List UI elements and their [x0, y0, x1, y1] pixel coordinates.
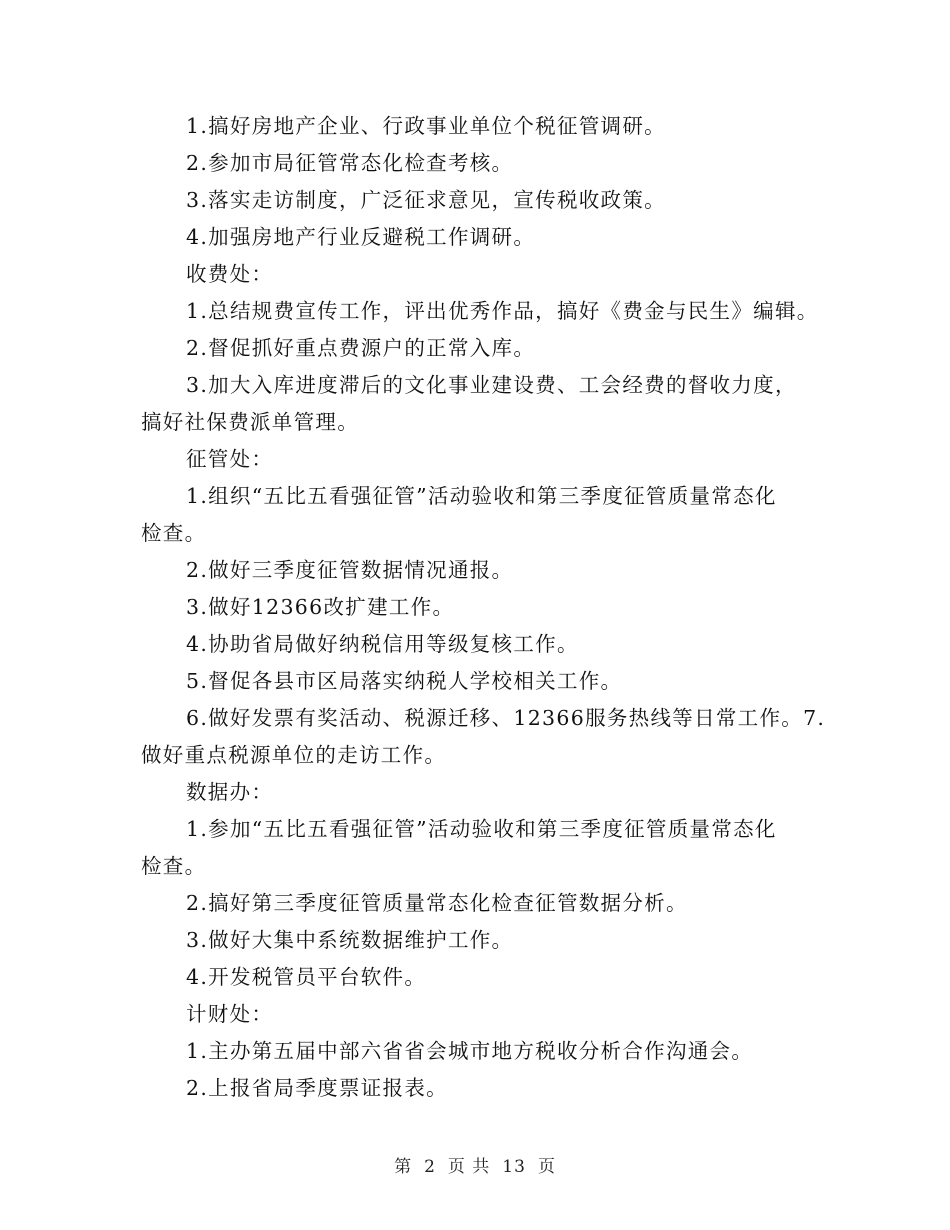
- document-body: [141, 108, 826, 1107]
- footer-page-number: 2: [424, 1157, 436, 1177]
- document-line: 搞好社保费派单管理。: [141, 410, 359, 434]
- document-line: 检查。: [141, 521, 207, 545]
- document-line: 2.上报省局季度票证报表。: [186, 1076, 448, 1100]
- document-line: 1.组织“五比五看强征管”活动验收和第三季度征管质量常态化: [186, 484, 777, 508]
- document-line: 2.搞好第三季度征管质量常态化检查征管数据分析。: [186, 891, 688, 915]
- document-line: 4.协助省局做好纳税信用等级复核工作。: [186, 632, 579, 656]
- footer-mid: 页 共: [447, 1157, 491, 1177]
- document-line: 3.加大入库进度滞后的文化事业建设费、工会经费的督收力度，: [186, 373, 797, 397]
- footer-total-pages: 13: [502, 1157, 526, 1177]
- document-line: 4.加强房地产行业反避税工作调研。: [186, 225, 536, 249]
- document-line: 检查。: [141, 854, 207, 878]
- document-line: 2.做好三季度征管数据情况通报。: [186, 558, 514, 582]
- document-line: 3.落实走访制度，广泛征求意见，宣传税收政策。: [186, 188, 666, 212]
- document-line: 1.主办第五届中部六省省会城市地方税收分析合作沟通会。: [186, 1039, 754, 1063]
- document-line: 6.做好发票有奖活动、税源迁移、12366服务热线等日常工作。7.: [186, 706, 826, 730]
- document-line: 1.总结规费宣传工作，评出优秀作品，搞好《费金与民生》编辑。: [186, 299, 819, 323]
- document-line: 收费处：: [186, 262, 274, 286]
- document-line: 数据办：: [186, 780, 274, 804]
- document-line: 计财处：: [186, 1002, 274, 1026]
- document-line: 做好重点税源单位的走访工作。: [141, 743, 447, 767]
- document-line: 2.督促抓好重点费源户的正常入库。: [186, 336, 536, 360]
- document-line: 2.参加市局征管常态化检查考核。: [186, 151, 514, 175]
- document-line: 1.搞好房地产企业、行政事业单位个税征管调研。: [186, 114, 666, 138]
- page-footer: [0, 1152, 950, 1177]
- document-line: 5.督促各县市区局落实纳税人学校相关工作。: [186, 669, 623, 693]
- document-line: 1.参加“五比五看强征管”活动验收和第三季度征管质量常态化: [186, 817, 777, 841]
- footer-prefix: 第: [394, 1157, 413, 1177]
- document-line: 4.开发税管员平台软件。: [186, 965, 427, 989]
- document-line: 3.做好大集中系统数据维护工作。: [186, 928, 514, 952]
- document-line: 3.做好12366改扩建工作。: [186, 595, 455, 619]
- footer-suffix: 页: [537, 1157, 556, 1177]
- document-line: 征管处：: [186, 447, 274, 471]
